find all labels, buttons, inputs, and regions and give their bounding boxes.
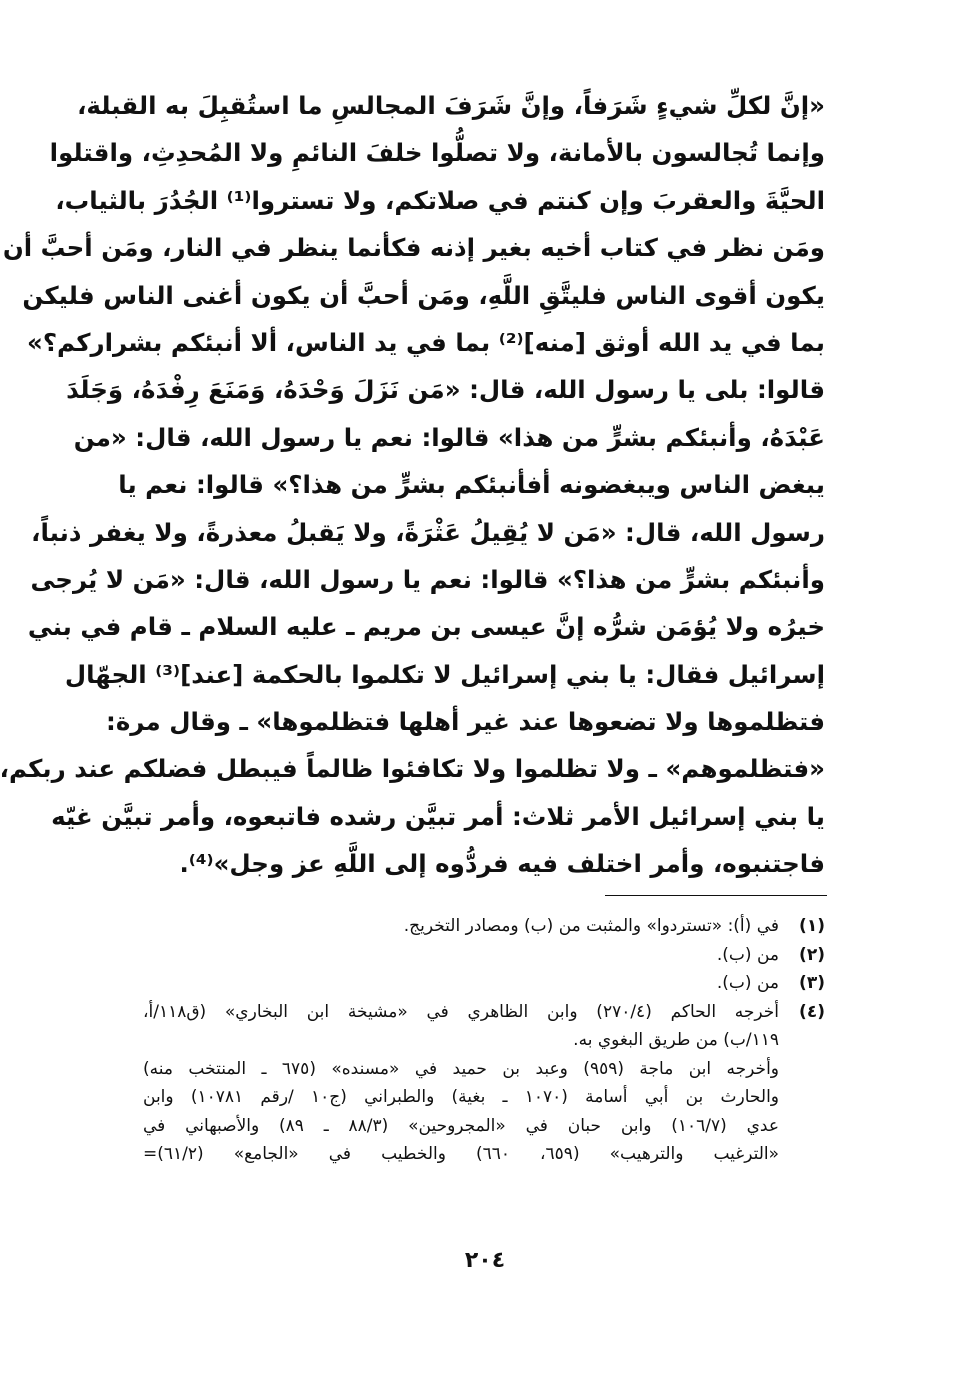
footnote-line: من (ب).: [716, 973, 779, 993]
footnote-text: [143, 941, 779, 970]
text-line: رسول الله، قال: «مَن لا يُقِيلُ عَثْرَةً، ولا يَقبلُ معذرةً، ولا يغفر ذنباً،: [31, 517, 825, 547]
footnote-number: (٤): [799, 1001, 825, 1022]
footnotes: [143, 912, 825, 1169]
text-line: وإنما تُجالسون بالأمانة، ولا تصلُّوا خلفَ النائمِ ولا المُحدِثِ، واقتلوا: [49, 138, 825, 168]
text-line: «فتظلموهم» ـ ولا تظلموا ولا تكافئوا ظالماً فيبطل فضلكم عند ربكم،: [0, 754, 825, 784]
page-number: ٢٠٤: [464, 1248, 506, 1273]
footnote-item: [143, 969, 825, 998]
text-line: يكون أقوى الناس فليتَّقِ اللَّهِ، ومَن أحبَّ أن يكون أغنى الناس فليكن: [22, 280, 825, 310]
footnote-text: [143, 998, 779, 1169]
footnote-line: «الترغيب والترهيب» (٦٥٩، ٦٦٠) والخطيب في «الجامع» (٦١/٢)=: [143, 1144, 780, 1164]
footnote-number: (٢): [799, 944, 825, 965]
text-line: عَبْدَهُ، وأنبئكم بشرٍّ من هذا» قالوا: نعم يا رسول الله، قال: «من: [73, 422, 825, 452]
text-line: يبغض الناس ويبغضونه أفأنبئكم بشرٍّ من هذا؟» قالوا: نعم يا: [118, 470, 825, 500]
text-line: بما في يد الله أوثق [منه]⁽²⁾ بما في يد الناس، ألا أنبئكم بشراركم؟»: [27, 327, 825, 357]
text-line: ومَن نظر في كتاب أخيه بغير إذنه فكأنما ينظر في النار، ومَن أحبَّ أن: [2, 233, 825, 263]
footnote-line: في (أ): «تستردوا» والمثبت من (ب) ومصادر التخريج.: [403, 916, 779, 936]
text-line: فاجتنبوه، وأمر اختلف فيه فردُّوه إلى اللَّهِ عز وجل»⁽⁴⁾.: [179, 849, 825, 879]
text-line: «إنَّ لكلِّ شيءٍ شَرَفاً، وإنَّ شَرَفَ المجالسِ ما استُقبِلَ به القبلة،: [77, 91, 825, 120]
text-line: خيرُه ولا يُؤمَن شرُّه إنَّ عيسى بن مريم ـ عليه السلام ـ قام في بني: [27, 612, 825, 642]
footnote-text: [143, 969, 779, 998]
footnote-line: وأخرجه ابن ماجة (٩٥٩) وعبد بن حميد في «مسنده» (٦٧٥ ـ المنتخب منه): [143, 1058, 779, 1079]
text-line: فتظلموها ولا تضعوها عند غير أهلها فتظلموها» ـ وقال مرة:: [106, 707, 825, 737]
main-text-block: [0, 82, 825, 888]
footnote-line: عدي (١٠٦/٧) وابن حبان في «المجروحين» (٨٨/٣ ـ ٨٩) والأصبهاني في: [143, 1115, 779, 1136]
text-line: وأنبئكم بشرٍّ من هذا؟» قالوا: نعم يا رسول الله، قال: «مَن لا يُرجى: [30, 564, 825, 594]
footnote-item: [143, 941, 825, 970]
footnote-line: من (ب).: [716, 944, 779, 965]
footnote-item: [143, 912, 825, 941]
footnote-line: ١١٩/ب) من طريق البغوي به.: [573, 1030, 779, 1050]
footnote-number: (١): [799, 916, 825, 936]
text-line: إسرائيل فقال: يا بني إسرائيل لا تكلموا بالحكمة [عند]⁽³⁾ الجهّال: [64, 659, 825, 689]
footnote-separator: [605, 895, 827, 896]
text-line: قالوا: بلى يا رسول الله، قال: «مَن نَزَلَ وَحْدَهُ، وَمَنَعَ رِفْدَهُ، وَجَلَدَ: [66, 375, 825, 405]
footnote-line: أخرجه الحاكم (٢٧٠/٤) وابن الظاهري في «مشيخة ابن البخاري» (ق١١٨/أ،: [143, 1001, 780, 1022]
footnote-text: [143, 912, 779, 941]
footnote-item: [143, 998, 825, 1169]
text-line: الحيَّةَ والعقربَ وإن كنتم في صلاتكم، ولا تستروا⁽¹⁾ الجُدُرَ بالثياب،: [55, 185, 825, 215]
footnote-line: والحارث بن أبي أسامة (١٠٧٠ ـ بغية) والطبراني (ج١٠ /رقم ١٠٧٨١) وابن: [143, 1087, 779, 1107]
text-line: يا بني إسرائيل الأمر ثلاث: أمر تبيَّن رشده فاتبعوه، وأمر تبيَّن غيّه: [51, 801, 825, 831]
footnote-number: (٣): [799, 973, 825, 993]
